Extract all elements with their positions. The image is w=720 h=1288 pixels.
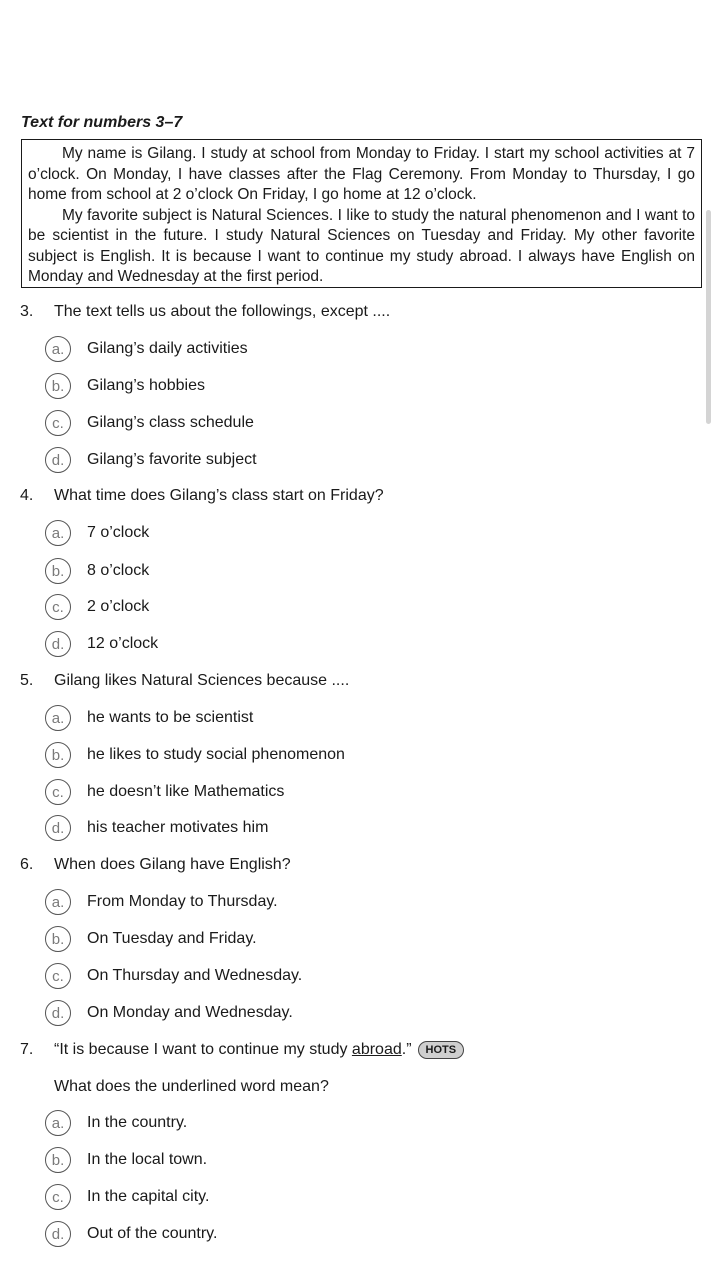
underlined-word: abroad: [351, 1041, 402, 1058]
option-letter: c.: [45, 594, 71, 620]
option-6c[interactable]: [45, 963, 302, 989]
option-text: he wants to be scientist: [87, 709, 254, 726]
option-text: On Thursday and Wednesday.: [87, 967, 303, 984]
question-prompt: When does Gilang have English?: [54, 856, 291, 873]
question-4: [20, 486, 384, 506]
question-prompt: The text tells us about the followings, except ....: [54, 303, 391, 320]
option-text: his teacher motivates him: [87, 819, 269, 836]
question-prompt: Gilang likes Natural Sciences because ....: [54, 672, 350, 689]
option-6a[interactable]: [45, 889, 278, 915]
option-7a[interactable]: [45, 1110, 187, 1136]
option-text: Gilang’s daily activities: [87, 340, 248, 357]
option-letter: c.: [45, 1184, 71, 1210]
option-text: On Monday and Wednesday.: [87, 1004, 293, 1021]
option-letter: d.: [45, 1221, 71, 1247]
option-6d[interactable]: [45, 1000, 293, 1026]
question-5: [20, 671, 349, 691]
option-letter: d.: [45, 447, 71, 473]
option-3a[interactable]: [45, 336, 248, 362]
option-letter: c.: [45, 963, 71, 989]
passage-paragraph: My favorite subject is Natural Sciences. I like to study the natural phenomenon and I want to be scientist in the future. I study Natural Sciences on Tuesday and Friday. My other favorite subject is English. It is because I want to continue my study abroad. I always have English on Monday and Wednesday at the first period.: [28, 206, 695, 285]
question-number: 7.: [20, 1041, 34, 1058]
option-text: In the capital city.: [87, 1188, 210, 1205]
option-text: 8 o’clock: [87, 562, 150, 579]
option-4d[interactable]: [45, 631, 158, 657]
option-text: Out of the country.: [87, 1225, 218, 1242]
option-letter: a.: [45, 889, 71, 915]
option-5c[interactable]: [45, 779, 284, 805]
section-title: Text for numbers 3–7: [21, 114, 183, 131]
option-4c[interactable]: [45, 594, 149, 620]
option-letter: d.: [45, 631, 71, 657]
option-7d[interactable]: [45, 1221, 217, 1247]
option-text: he doesn’t like Mathematics: [87, 783, 285, 800]
option-5b[interactable]: [45, 742, 345, 768]
question-number: 3.: [20, 303, 34, 320]
option-text: On Tuesday and Friday.: [87, 930, 257, 947]
passage-paragraph: My name is Gilang. I study at school from Monday to Friday. I start my school activities at 7 o’clock. On Monday, I have classes after the Flag Ceremony. From Monday to Thursday, I go home from school at 2 o’clock On Friday, I go home at 12 o’clock.: [28, 145, 695, 203]
question-prompt: [54, 1040, 464, 1060]
option-4b[interactable]: [45, 558, 149, 584]
option-letter: b.: [45, 373, 71, 399]
question-6: [20, 855, 291, 875]
option-text: 2 o’clock: [87, 598, 150, 615]
hots-badge: HOTS: [418, 1041, 465, 1059]
option-4a[interactable]: [45, 520, 149, 546]
question-prompt: What time does Gilang’s class start on Friday?: [54, 487, 384, 504]
option-text: he likes to study social phenomenon: [87, 746, 345, 763]
option-letter: a.: [45, 336, 71, 362]
option-5d[interactable]: [45, 815, 268, 841]
option-text: In the country.: [87, 1114, 188, 1131]
prompt-text: “It is because I want to continue my study: [54, 1041, 352, 1058]
option-text: 7 o’clock: [87, 524, 150, 541]
option-letter: b.: [45, 1147, 71, 1173]
option-letter: c.: [45, 779, 71, 805]
option-letter: d.: [45, 815, 71, 841]
option-letter: b.: [45, 742, 71, 768]
question-number: 4.: [20, 487, 34, 504]
option-7b[interactable]: [45, 1147, 207, 1173]
option-letter: c.: [45, 410, 71, 436]
option-text: Gilang’s favorite subject: [87, 451, 257, 468]
option-6b[interactable]: [45, 926, 257, 952]
option-letter: b.: [45, 926, 71, 952]
option-letter: b.: [45, 558, 71, 584]
option-7c[interactable]: [45, 1184, 209, 1210]
option-3b[interactable]: [45, 373, 205, 399]
question-number: 5.: [20, 672, 34, 689]
option-3c[interactable]: [45, 410, 254, 436]
option-letter: d.: [45, 1000, 71, 1026]
scrollbar[interactable]: [706, 210, 711, 424]
option-text: In the local town.: [87, 1151, 208, 1168]
option-letter: a.: [45, 705, 71, 731]
question-7: [20, 1040, 464, 1060]
option-text: Gilang’s hobbies: [87, 377, 206, 394]
option-letter: a.: [45, 520, 71, 546]
question-3: [20, 302, 390, 322]
option-text: From Monday to Thursday.: [87, 893, 278, 910]
option-text: 12 o’clock: [87, 635, 159, 652]
option-5a[interactable]: [45, 705, 253, 731]
prompt-text-end: .”: [401, 1041, 412, 1058]
question-subprompt: What does the underlined word mean?: [54, 1078, 329, 1095]
option-letter: a.: [45, 1110, 71, 1136]
reading-passage: [21, 139, 702, 288]
option-text: Gilang’s class schedule: [87, 414, 254, 431]
option-3d[interactable]: [45, 447, 257, 473]
question-number: 6.: [20, 856, 34, 873]
